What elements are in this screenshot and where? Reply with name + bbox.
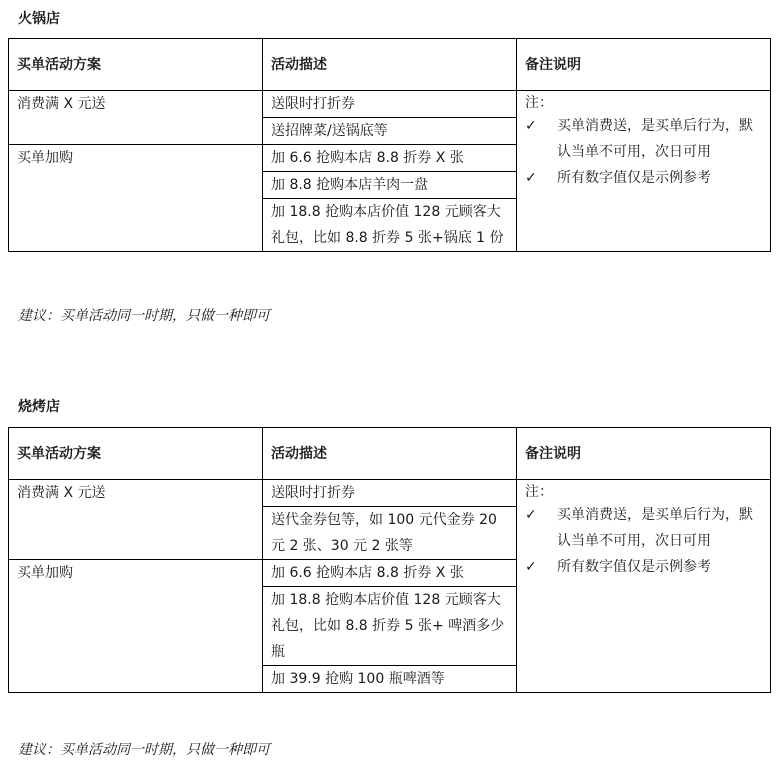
description-cell: 加 18.8 抢购本店价值 128 元顾客大礼包，比如 8.8 折券 5 张+锅底 1 份 bbox=[263, 199, 517, 252]
bbq-section-title: 烧烤店 bbox=[18, 399, 60, 415]
header-remarks: 备注说明 bbox=[517, 428, 771, 480]
plan-cell: 买单加购 bbox=[9, 145, 263, 252]
plan-cell: 买单加购 bbox=[9, 560, 263, 693]
description-cell: 加 6.6 抢购本店 8.8 折券 X 张 bbox=[263, 560, 517, 587]
table-header-row bbox=[9, 428, 771, 480]
check-icon: ✓ bbox=[525, 118, 537, 134]
check-icon: ✓ bbox=[525, 507, 537, 523]
note-text: 买单消费送，是买单后行为，默认当单不可用，次日可用 bbox=[557, 507, 753, 549]
remarks-cell bbox=[517, 480, 771, 693]
description-cell: 加 8.8 抢购本店羊肉一盘 bbox=[263, 172, 517, 199]
table-header-row bbox=[9, 39, 771, 91]
note-item bbox=[525, 165, 762, 191]
header-plan: 买单活动方案 bbox=[9, 428, 263, 480]
description-cell: 送招牌菜/送锅底等 bbox=[263, 118, 517, 145]
note-item bbox=[525, 113, 762, 165]
description-cell: 加 39.9 抢购 100 瓶啤酒等 bbox=[263, 666, 517, 693]
check-icon: ✓ bbox=[525, 170, 537, 186]
note-head: 注： bbox=[525, 484, 553, 500]
bbq-plan-table bbox=[8, 427, 771, 693]
note-text: 买单消费送，是买单后行为，默认当单不可用，次日可用 bbox=[557, 118, 753, 160]
header-description: 活动描述 bbox=[263, 39, 517, 91]
header-plan: 买单活动方案 bbox=[9, 39, 263, 91]
note-text: 所有数字值仅是示例参考 bbox=[557, 559, 711, 575]
plan-cell: 消费满 X 元送 bbox=[9, 480, 263, 560]
hotpot-section-title: 火锅店 bbox=[18, 11, 60, 27]
remarks-cell bbox=[517, 91, 771, 252]
note-text: 所有数字值仅是示例参考 bbox=[557, 170, 711, 186]
plan-cell: 消费满 X 元送 bbox=[9, 91, 263, 145]
check-icon: ✓ bbox=[525, 559, 537, 575]
note-head: 注： bbox=[525, 95, 553, 111]
table-row bbox=[9, 91, 771, 118]
note-item bbox=[525, 502, 762, 554]
bbq-suggestion: 建议：买单活动同一时期，只做一种即可 bbox=[18, 742, 270, 758]
hotpot-plan-table bbox=[8, 38, 771, 252]
table-row bbox=[9, 480, 771, 507]
description-cell: 送限时打折券 bbox=[263, 480, 517, 507]
note-item bbox=[525, 554, 762, 580]
description-cell: 加 6.6 抢购本店 8.8 折券 X 张 bbox=[263, 145, 517, 172]
description-cell: 送代金券包等，如 100 元代金券 20 元 2 张、30 元 2 张等 bbox=[263, 507, 517, 560]
hotpot-suggestion: 建议：买单活动同一时期，只做一种即可 bbox=[18, 308, 270, 324]
description-cell: 加 18.8 抢购本店价值 128 元顾客大礼包，比如 8.8 折券 5 张+ 啤酒多少瓶 bbox=[263, 587, 517, 666]
header-description: 活动描述 bbox=[263, 428, 517, 480]
description-cell: 送限时打折券 bbox=[263, 91, 517, 118]
header-remarks: 备注说明 bbox=[517, 39, 771, 91]
